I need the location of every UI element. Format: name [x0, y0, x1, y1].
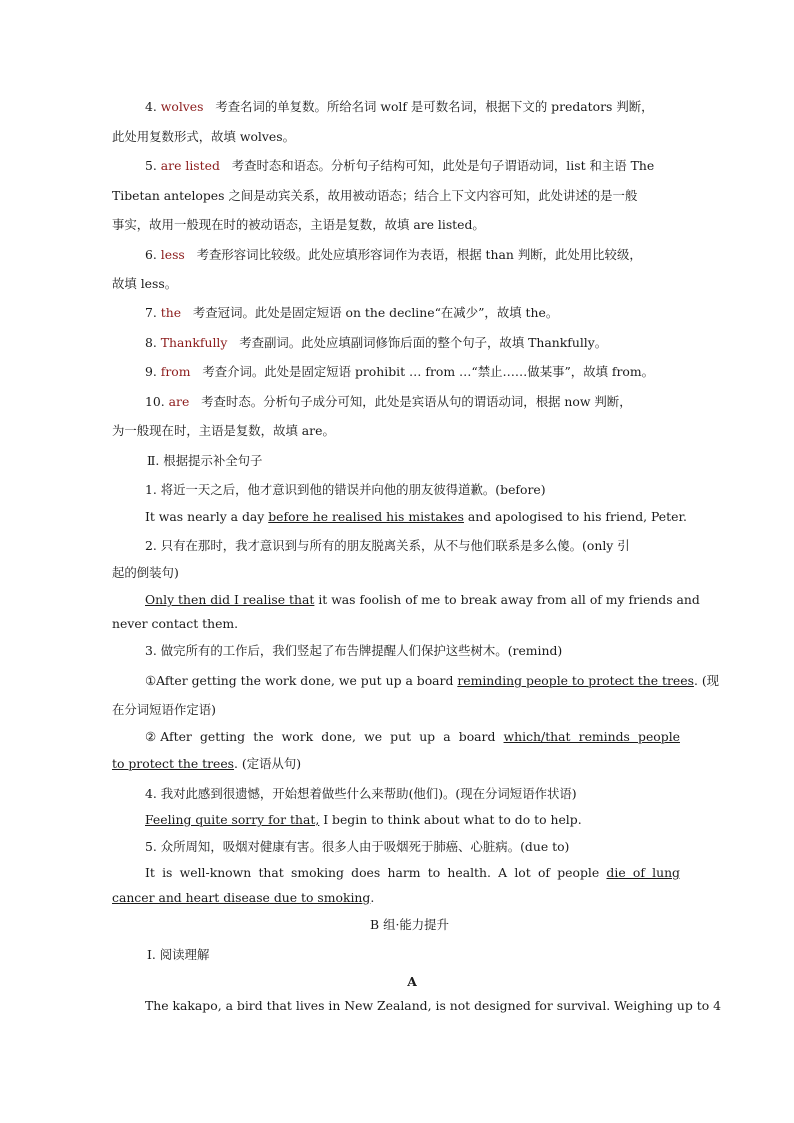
answer-item-9: 9. from 考查介词。此处是固定短语 prohibit … from …“禁止……做某事”，故填 from。: [145, 364, 655, 379]
question-prompt: 1. 将近一天之后，他才意识到他的错误并向他的朋友彼得道歉。(before): [145, 482, 546, 497]
answer-item-6: 6. less 考查形容词比较级。此处应填形容词作为表语，根据 than 判断，此处用比较级，: [145, 247, 642, 262]
fill-blank: which/that reminds people: [503, 729, 680, 744]
fill-blank: die of lung: [606, 865, 680, 880]
answer-sentence: to protect the trees. (定语从句): [112, 756, 302, 771]
answer-word: are listed: [160, 158, 220, 173]
answer-sentence: Feeling quite sorry for that, I begin to think about what to do to help.: [145, 812, 582, 827]
explanation-line: 为一般现在时，主语是复数，故填 are。: [112, 423, 335, 438]
explanation-line: 事实，故用一般现在时的被动语态，主语是复数，故填 are listed。: [112, 217, 485, 232]
fill-blank: before he realised his mistakes: [268, 509, 464, 524]
answer-sentence: Only then did I realise that it was foolish of me to break away from all of my friends and: [145, 592, 700, 607]
passage-text: The kakapo, a bird that lives in New Zealand, is not designed for survival. Weighing up to 4: [145, 998, 722, 1013]
fill-blank: to protect the trees: [112, 756, 235, 771]
answer-note: 在分词短语作定语): [112, 702, 216, 717]
question-prompt: 3. 做完所有的工作后，我们竖起了布告牌提醒人们保护这些树木。(remind): [145, 643, 563, 658]
answer-sentence: ①After getting the work done, we put up a board reminding people to protect the trees. (现: [145, 673, 720, 688]
answer-sentence: never contact them.: [112, 616, 239, 631]
section-heading: Ⅰ. 阅读理解: [147, 947, 210, 962]
answer-word: the: [160, 305, 182, 320]
answer-word: are: [168, 394, 190, 409]
explanation-line: 此处用复数形式，故填 wolves。: [112, 129, 295, 144]
group-title: B 组·能力提升: [370, 917, 449, 932]
question-prompt: 5. 众所周知，吸烟对健康有害。很多人由于吸烟死于肺癌、心脏病。(due to): [145, 839, 570, 854]
question-prompt: 2. 只有在那时，我才意识到与所有的朋友脱离关系，从不与他们联系是多么傻。(only 引: [145, 538, 630, 553]
answer-sentence: It was nearly a day before he realised his mistakes and apologised to his friend, Peter.: [145, 509, 687, 524]
fill-blank: cancer and heart disease due to smoking: [112, 890, 371, 905]
answer-word: less: [160, 247, 185, 262]
fill-blank: Only then did I realise that: [145, 592, 315, 607]
explanation-line: Tibetan antelopes 之间是动宾关系，故用被动语态；结合上下文内容可知，此处讲述的是一般: [112, 188, 638, 203]
section-heading: Ⅱ. 根据提示补全句子: [147, 453, 263, 468]
question-prompt: 4. 我对此感到很遗憾，开始想着做些什么来帮助(他们)。(现在分词短语作状语): [145, 786, 577, 801]
passage-label: A: [407, 974, 417, 989]
answer-item-7: 7. the 考查冠词。此处是固定短语 on the decline“在减少”，故填 the。: [145, 305, 559, 320]
answer-word: Thankfully: [160, 335, 228, 350]
answer-item-10: 10. are 考查时态。分析句子成分可知，此处是宾语从句的谓语动词，根据 now 判断，: [145, 394, 632, 409]
answer-sentence: cancer and heart disease due to smoking.: [112, 890, 375, 905]
question-prompt: 起的倒装句): [112, 565, 179, 580]
fill-blank: reminding people to protect the trees: [457, 673, 694, 688]
explanation-line: 故填 less。: [112, 276, 178, 291]
answer-item-8: 8. Thankfully 考查副词。此处应填副词修饰后面的整个句子，故填 Thankfully。: [145, 335, 608, 350]
answer-item-4: 4. wolves 考查名词的单复数。所给名词 wolf 是可数名词，根据下文的 predators 判断，: [145, 99, 654, 114]
fill-blank: Feeling quite sorry for that,: [145, 812, 320, 827]
answer-item-5: 5. are listed 考查时态和语态。分析句子结构可知，此处是句子谓语动词，list 和主语 The: [145, 158, 655, 173]
answer-word: from: [160, 364, 191, 379]
answer-sentence: ②After getting the work done, we put up a board which/that reminds people: [145, 729, 680, 744]
answer-sentence: It is well-known that smoking does harm to health. A lot of people die of lung: [145, 865, 680, 880]
answer-word: wolves: [160, 99, 204, 114]
